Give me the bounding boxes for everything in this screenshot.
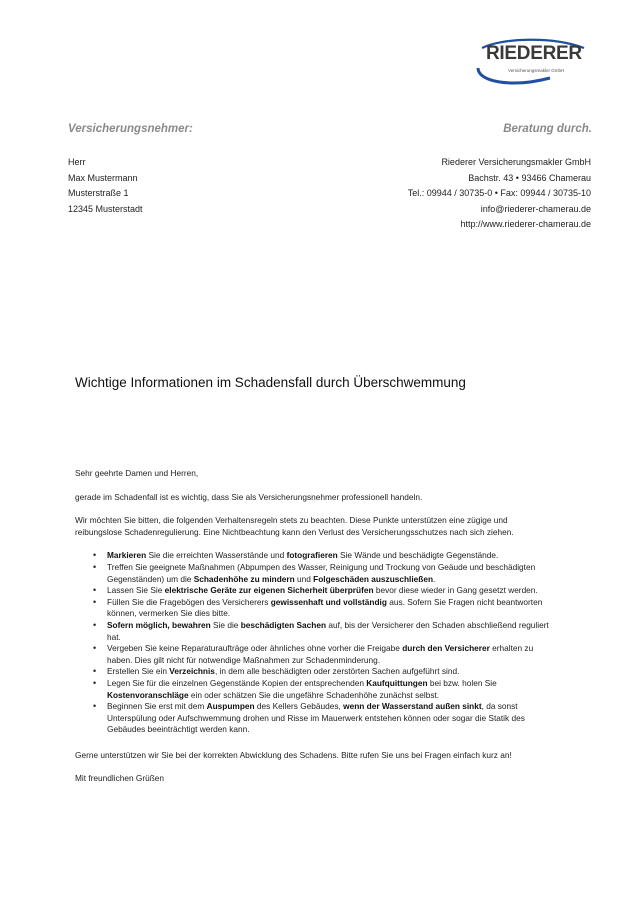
letter-body: [75, 468, 555, 797]
rule-text: und: [294, 573, 314, 584]
rule-item: [75, 643, 555, 666]
advisor-email: info@riederer-chamerau.de: [480, 203, 591, 214]
rule-emphasis: wenn der Wasserstand außen sinkt: [343, 701, 482, 712]
bullet-icon: •: [93, 643, 97, 654]
bullet-icon: •: [93, 666, 97, 677]
rule-emphasis: elektrische Geräte zur eigenen Sicherheit überprüfen: [164, 585, 374, 596]
advisor-website: http://www.riederer-chamerau.de: [460, 219, 591, 229]
advisor-street: Bachstr. 43 • 93466 Chamerau: [468, 172, 591, 183]
advisor-heading: Beratung durch.: [503, 123, 592, 135]
rule-text: , da sonst Unterspülung oder Aufschwemmung drohen und Risse im Mauerwerk entstehen können oder sogar die Statik des Gebäudes beeinträchtigt werden kann.: [107, 701, 525, 735]
rule-emphasis: Markieren: [107, 550, 147, 561]
rule-text: bevor diese wieder in Gang gesetzt werden.: [373, 585, 538, 596]
bullet-icon: •: [93, 677, 97, 688]
rule-item: [75, 701, 555, 736]
rule-item: [75, 620, 555, 643]
rule-emphasis: gewissenhaft und vollständig: [270, 596, 387, 607]
rule-item: [75, 562, 555, 585]
company-logo: [472, 38, 590, 90]
intro-paragraph-1: gerade im Schadenfall ist es wichtig, dass Sie als Versicherungsnehmer professionell handeln.: [75, 491, 423, 502]
client-name: Max Mustermann: [68, 172, 138, 183]
advisor-company: Riederer Versicherungsmakler GmbH: [441, 157, 591, 167]
rule-text: Vergeben Sie keine Reparaturaufträge oder ähnliches ohne vorher die Freigabe: [107, 643, 403, 654]
logo-subtitle: Versicherungsmakler GmbH: [508, 68, 565, 73]
closing-paragraph: Gerne unterstützen wir Sie bei der korrekten Abwicklung des Schadens. Bitte rufen Sie uns bei Fragen einfach kurz an!: [75, 749, 512, 760]
bullet-icon: •: [93, 701, 97, 712]
client-address: [68, 155, 143, 217]
bullet-icon: •: [93, 561, 97, 572]
rule-text: Lassen Sie Sie: [107, 585, 165, 596]
rule-emphasis: Folgeschäden auszuschließen: [313, 573, 434, 584]
client-city: 12345 Musterstadt: [68, 203, 143, 214]
letter-subject: Wichtige Informationen im Schadensfall durch Überschwemmung: [75, 375, 466, 390]
rules-list: [75, 550, 555, 736]
rule-emphasis: Verzeichnis: [169, 666, 215, 677]
rule-text: .: [433, 573, 436, 584]
rule-emphasis: Schadenhöhe zu mindern: [193, 573, 295, 584]
advisor-phone-fax: Tel.: 09944 / 30735-0 • Fax: 09944 / 30735-10: [407, 188, 591, 198]
rule-item: [75, 678, 555, 701]
rule-text: Füllen Sie die Fragebögen des Versicherers: [107, 596, 271, 607]
rule-text: Sie die: [210, 619, 241, 630]
rule-item: [75, 550, 555, 562]
rule-text: erhalten zu haben. Dies gilt nicht für notwendige Maßnahmen zur Schadenminderung.: [107, 643, 534, 665]
rule-item: [75, 597, 555, 620]
rule-emphasis: Kostenvoranschläge: [107, 689, 189, 700]
rule-emphasis: durch den Versicherer: [402, 643, 490, 654]
rule-emphasis: fotografieren: [286, 550, 338, 561]
bullet-icon: •: [93, 550, 97, 561]
rule-text: auf, bis der Versicherer den Schaden abschließend reguliert hat.: [107, 619, 549, 642]
bullet-icon: •: [93, 585, 97, 596]
rule-text: Erstellen Sie ein: [107, 666, 170, 677]
advisor-address: [408, 155, 591, 233]
rule-text: , in dem alle beschädigten oder zerstörten Sachen aufgeführt sind.: [214, 666, 460, 677]
rule-text: aus. Sofern Sie Fragen nicht beantworten können, vermerken Sie dies bitte.: [107, 596, 543, 619]
salutation: Sehr geehrte Damen und Herren,: [75, 468, 199, 478]
client-salutation: Herr: [68, 157, 86, 167]
bullet-icon: •: [93, 596, 97, 607]
client-street: Musterstraße 1: [68, 188, 129, 198]
rule-text: Legen Sie für die einzelnen Gegenstände Kopien der entsprechenden: [107, 677, 367, 688]
rule-item: [75, 666, 555, 678]
rule-text: Treffen Sie geeignete Maßnahmen (Abpumpen des Wasser, Reinigung und Trockung von Geäude und beschädigten Gegenständen) um die: [107, 561, 536, 584]
rule-text: Sie Wände und beschädigte Gegenstände.: [337, 550, 499, 561]
closing-greeting: Mit freundlichen Grüßen: [75, 773, 165, 784]
rule-item: [75, 585, 555, 597]
rule-text: Sie die erreichten Wasserstände und: [146, 550, 287, 561]
rule-text: bei bzw. holen Sie: [427, 677, 497, 688]
rule-emphasis: Auspumpen: [206, 701, 255, 712]
policyholder-heading: Versicherungsnehmer:: [68, 123, 193, 135]
rule-emphasis: Sofern möglich, bewahren: [107, 619, 211, 630]
rule-text: ein oder schätzen Sie die ungefähre Schadenhöhe zunächst selbst.: [188, 689, 440, 700]
rule-text: des Kellers Gebäudes,: [254, 701, 344, 712]
rule-emphasis: Kaufquittungen: [366, 677, 428, 688]
bullet-icon: •: [93, 619, 97, 630]
logo-name: RIEDERER: [486, 43, 582, 64]
intro-paragraph-2: Wir möchten Sie bitten, die folgenden Verhaltensregeln stets zu beachten. Diese Punkte unterstützen eine zügige und reibungslose Schadenregulierung. Eine Nichtbeachtung kann den Verlust des Versicherungsschutzes nach sich ziehen.: [75, 515, 514, 537]
rule-text: Beginnen Sie erst mit dem: [107, 701, 207, 712]
rule-emphasis: beschädigten Sachen: [240, 619, 327, 630]
